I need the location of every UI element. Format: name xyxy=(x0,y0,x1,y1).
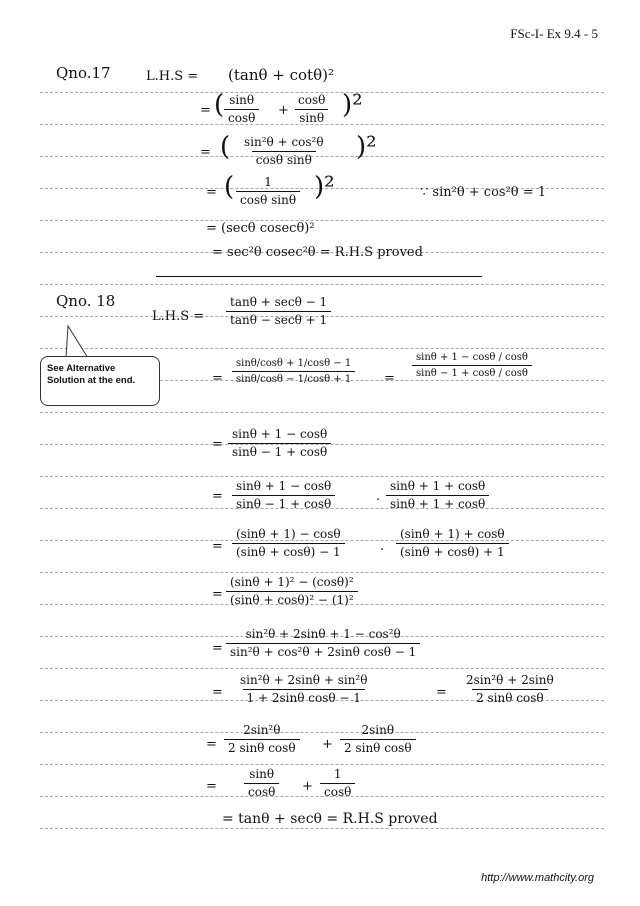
q18-eq-sign-9: = xyxy=(206,737,217,752)
q17-frac-3: $\frac{\text{sin²θ + cos²θ}}{\text{cosθ sinθ}}$ xyxy=(244,135,324,168)
q17-paren-close-2: )² xyxy=(342,90,363,120)
q17-paren-open-3: ( xyxy=(220,132,231,162)
q18-eq-sign-7: = xyxy=(212,641,223,656)
q18-eq-sign-8b: = xyxy=(436,685,447,700)
q18-frac-9a: $\frac{\text{2sin²θ}}{\text{2 sinθ cosθ}}$ xyxy=(224,724,300,755)
q18-dot-5: . xyxy=(380,539,385,554)
q18-eq-sign-2b: = xyxy=(384,371,395,386)
q18-lhs: L.H.S = xyxy=(152,309,205,324)
q18-frac-10b: $\frac{1}{\cos\theta}$ xyxy=(320,768,355,799)
q17-paren-close-4: )² xyxy=(314,172,335,202)
q18-plus-10: + xyxy=(302,779,313,794)
q17-eq1: (tanθ + cotθ)² xyxy=(228,66,334,84)
q18-eq-sign-8: = xyxy=(212,685,223,700)
q18-plus-9: + xyxy=(322,737,333,752)
q18-frac-4a: $\frac{\sin\theta + 1 - \cos\theta}{\sin\theta - 1 + \cos\theta}$ xyxy=(232,480,335,511)
q17-paren-close-3: )² xyxy=(356,132,377,162)
question-18-label: Qno. 18 xyxy=(56,292,116,310)
alternative-solution-callout xyxy=(40,356,160,406)
q17-identity-note: ∵ sin²θ + cos²θ = 1 xyxy=(420,185,547,200)
q17-eq-sign-2: = xyxy=(200,103,211,118)
q18-eq-sign-6: = xyxy=(212,587,223,602)
footer-url[interactable]: http://www.mathcity.org xyxy=(481,872,594,884)
q18-final-line: = tanθ + secθ = R.H.S proved xyxy=(222,811,438,827)
q17-eq-sign-3: = xyxy=(200,145,211,160)
q18-eq-sign-4: = xyxy=(212,489,223,504)
q18-frac-7: $\frac{\text{sin²θ + 2sinθ + 1 − cos²θ}}{\text{sin²θ + cos²θ + 2sinθ cosθ − 1}}$ xyxy=(226,628,420,659)
page-reference: FSc-I- Ex 9.4 - 5 xyxy=(510,26,598,41)
q18-eq-sign-10: = xyxy=(206,779,217,794)
q17-paren-open-4: ( xyxy=(224,172,235,202)
q17-eq-sign-4: = xyxy=(206,185,217,200)
q18-frac-8b: $\frac{\text{2sin²θ + 2sinθ}}{\text{2 sinθ cosθ}}$ xyxy=(466,673,554,706)
q18-frac-1: tanθ + secθ − 1 tanθ − secθ + 1 xyxy=(226,296,331,327)
q18-frac-9b: $\frac{2\sin\theta}{\text{2 sinθ cosθ}}$ xyxy=(340,724,416,755)
q18-frac-3: $\frac{\sin\theta + 1 - \cos\theta}{\sin\theta - 1 + \cos\theta}$ xyxy=(228,428,331,459)
q18-frac-8: $\frac{\text{sin²θ + 2sinθ + sin²θ}}{\text{1 + 2sinθ cosθ − 1}}$ xyxy=(240,673,368,706)
q17-frac-4: $\frac{1}{\text{cosθ sinθ}}$ xyxy=(236,176,300,207)
q18-dot-4: . xyxy=(376,489,381,504)
q17-eq5: = (secθ cosecθ)² xyxy=(206,221,315,236)
q18-frac-5a: $\frac{(\sin\theta + 1) - \cos\theta}{(\sin\theta + \cos\theta) - 1}$ xyxy=(232,528,345,559)
q17-eq6: = sec²θ cosec²θ = R.H.S proved xyxy=(212,245,423,260)
q17-lhs: L.H.S = xyxy=(146,69,199,84)
q18-frac-2: $\frac{\sin\theta/\cos\theta + 1/\cos\theta - 1}{\sin\theta/\cos\theta - 1/\cos\theta + 1}$ xyxy=(232,358,355,385)
q17-frac-2b: $\frac{\cos\theta}{\sin\theta}$ xyxy=(294,94,329,125)
q17-frac-2a: $\frac{\sin\theta}{\cos\theta}$ xyxy=(224,94,259,125)
q18-frac-4b: $\frac{\sin\theta + 1 + \cos\theta}{\sin\theta + 1 + \cos\theta}$ xyxy=(386,480,489,511)
q18-eq-sign-2: = xyxy=(212,371,223,386)
callout-text: See Alternative Solution at the end. xyxy=(47,363,136,386)
q17-plus-2: + xyxy=(278,103,289,118)
q17-paren-open-2: ( xyxy=(214,90,225,120)
section-divider xyxy=(156,276,482,277)
question-17-label: Qno.17 xyxy=(56,64,111,82)
q18-frac-10a: $\frac{\sin\theta}{\cos\theta}$ xyxy=(244,768,279,799)
q18-eq-sign-3: = xyxy=(212,437,223,452)
q18-frac-5b: $\frac{(\sin\theta + 1) + \cos\theta}{(\sin\theta + \cos\theta) + 1}$ xyxy=(396,528,509,559)
q18-frac-6: $\frac{\text{(sinθ + 1)² − (cosθ)²}}{\text{(sinθ + cosθ)² − (1)²}}$ xyxy=(226,576,358,607)
q18-eq-sign-5: = xyxy=(212,539,223,554)
q18-frac-2r: $\frac{\sin\theta + 1 - \cos\theta / \cos\theta}{\sin\theta - 1 + \cos\theta / \cos\theta}$ xyxy=(412,352,532,379)
